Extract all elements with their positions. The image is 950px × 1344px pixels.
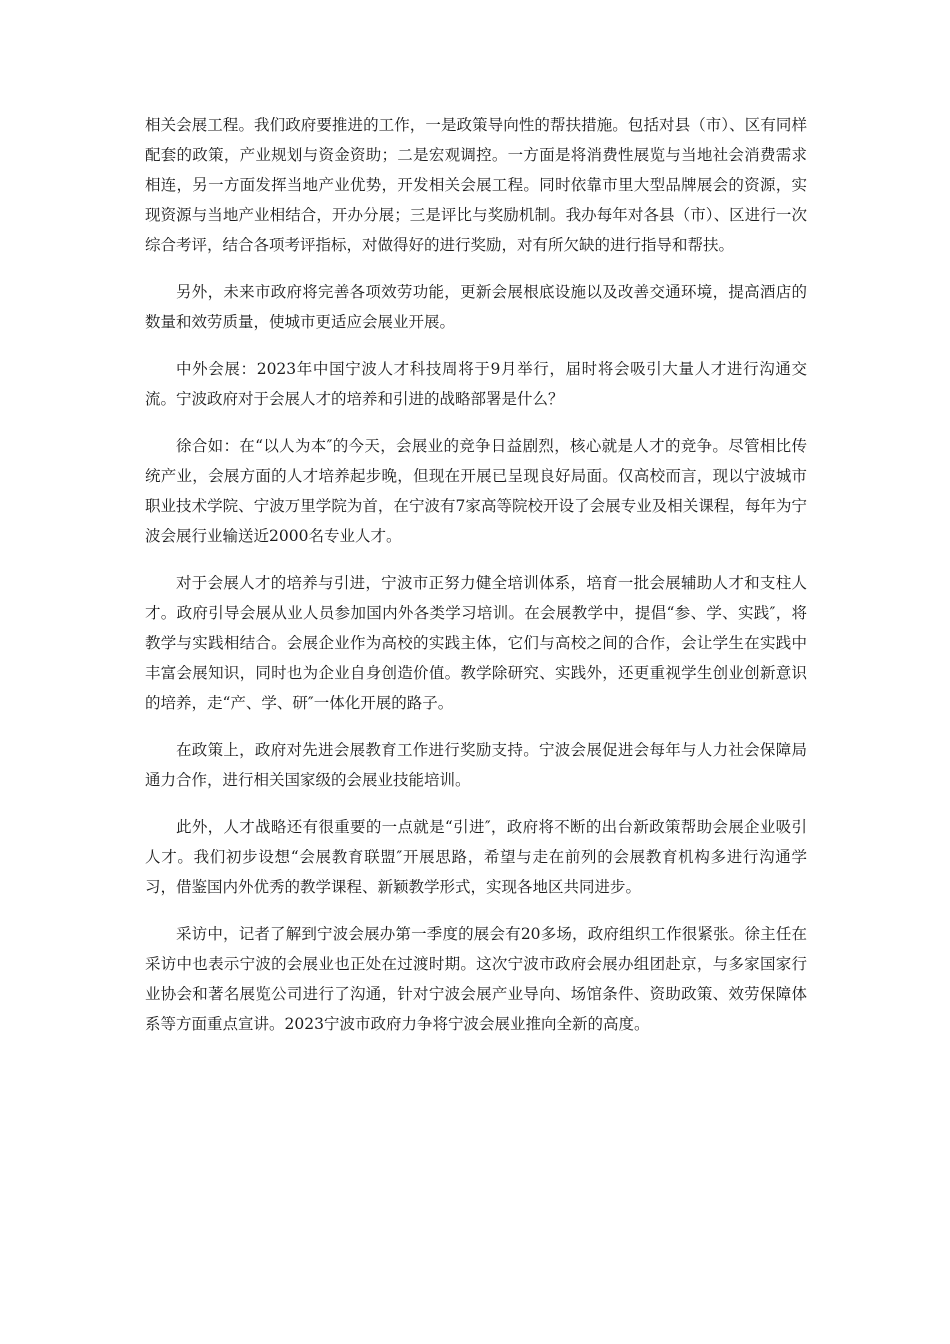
paragraph-city-services: 另外，未来市政府将完善各项效劳功能，更新会展根底设施以及改善交通环境，提高酒店的数量和效劳质量，使城市更适应会展业开展。 bbox=[145, 283, 807, 331]
document-body bbox=[145, 110, 807, 1056]
paragraph-training-system: 对于会展人才的培养与引进，宁波市正努力健全培训体系，培育一批会展辅助人才和支柱人才。政府引导会展从业人员参加国内外各类学习培训。在会展教学中，提倡“参、学、实践″，将教学与实践相结合。会展企业作为高校的实践主体，它们与高校之间的合作，会让学生在实践中丰富会展知识，同时也为企业自身创造价值。教学除研究、实践外，还更重视学生创业创新意识的培养，走“产、学、研″一体化开展的路子。 bbox=[145, 574, 807, 712]
paragraph-continuation: 相关会展工程。我们政府要推进的工作，一是政策导向性的帮扶措施。包括对县（市）、区有同样配套的政策，产业规划与资金资助；二是宏观调控。一方面是将消费性展览与当地社会消费需求相连，另一方面发挥当地产业优势，开发相关会展工程。同时依靠市里大型品牌展会的资源，实现资源与当地产业相结合，开办分展；三是评比与奖励机制。我办每年对各县（市）、区进行一次综合考评，结合各项考评指标，对做得好的进行奖励，对有所欠缺的进行指导和帮扶。 bbox=[145, 116, 807, 254]
paragraph-policy-support: 在政策上，政府对先进会展教育工作进行奖励支持。宁波会展促进会每年与人力社会保障局通力合作，进行相关国家级的会展业技能培训。 bbox=[145, 741, 807, 789]
paragraph-talent-competition: 徐合如：在“以人为本″的今天，会展业的竞争日益剧烈，核心就是人才的竞争。尽管相比传统产业，会展方面的人才培养起步晚，但现在开展已呈现良好局面。仅高校而言，现以宁波城市职业技术学院、宁波万里学院为首，在宁波有7家高等院校开设了会展专业及相关课程，每年为宁波会展行业输送近2000名专业人才。 bbox=[145, 437, 807, 545]
paragraph-interview-summary: 采访中，记者了解到宁波会展办第一季度的展会有20多场，政府组织工作很紧张。徐主任在采访中也表示宁波的会展业也正处在过渡时期。这次宁波市政府会展办组团赴京，与多家国家行业协会和著名展览公司进行了沟通，针对宁波会展产业导向、场馆条件、资助政策、效劳保障体系等方面重点宣讲。2023宁波市政府力争将宁波会展业推向全新的高度。 bbox=[145, 925, 807, 1033]
paragraph-interview-question: 中外会展：2023年中国宁波人才科技周将于9月举行，届时将会吸引大量人才进行沟通交流。宁波政府对于会展人才的培养和引进的战略部署是什么？ bbox=[145, 360, 807, 408]
paragraph-talent-introduction: 此外，人才战略还有很重要的一点就是“引进″，政府将不断的出台新政策帮助会展企业吸引人才。我们初步设想“会展教育联盟″开展思路，希望与走在前列的会展教育机构多进行沟通学习，借鉴国内外优秀的教学课程、新颖教学形式，实现各地区共同进步。 bbox=[145, 818, 807, 896]
